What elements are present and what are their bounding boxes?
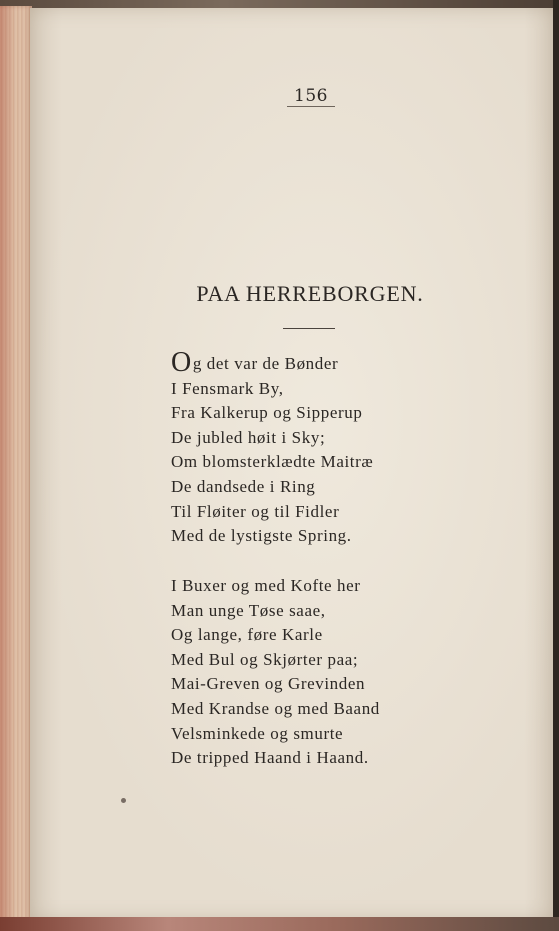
verse-line: I Buxer og med Kofte her (171, 576, 361, 595)
poem-title: PAA HERREBORGEN. (196, 281, 424, 306)
verse-line: Om blomsterklædte Maitræ (171, 452, 374, 472)
verse-line: I Fensmark By, (171, 378, 284, 398)
page-number-rule (287, 106, 335, 107)
verse-line-1 (171, 347, 471, 378)
verse-line: Til Fløiter og til Fidler (171, 501, 340, 521)
stanza-2 (171, 574, 471, 771)
verse-line: De dandsede i Ring (171, 476, 316, 496)
verse-line-1-rest: g det var de Bønder (192, 354, 339, 373)
verse-line: Man unge Tøse saae, (171, 600, 326, 620)
verse-line: Med de lystigste Spring. (171, 526, 352, 546)
verse-line: Og lange, føre Karle (171, 625, 323, 645)
drop-cap: O (171, 347, 192, 378)
verse-line: Med Krandse og med Baand (171, 698, 380, 718)
verse-line: Fra Kalkerup og Sipperup (171, 403, 363, 423)
page-edges-tint (0, 6, 14, 921)
ink-speck (121, 798, 126, 803)
verse-line: De tripped Haand i Haand. (171, 748, 369, 768)
verse-line: De jubled høit i Sky; (171, 427, 326, 447)
binding-right-edge (553, 0, 559, 931)
verse-line: Med Bul og Skjørter paa; (171, 649, 359, 669)
title-rule (283, 328, 335, 329)
binding-bottom-edge (0, 917, 559, 931)
stanza-1 (171, 347, 471, 549)
verse-line: Mai-Greven og Grevinden (171, 674, 366, 694)
verse-line: Velsminkede og smurte (171, 723, 344, 743)
page-number: 156 (294, 86, 328, 106)
